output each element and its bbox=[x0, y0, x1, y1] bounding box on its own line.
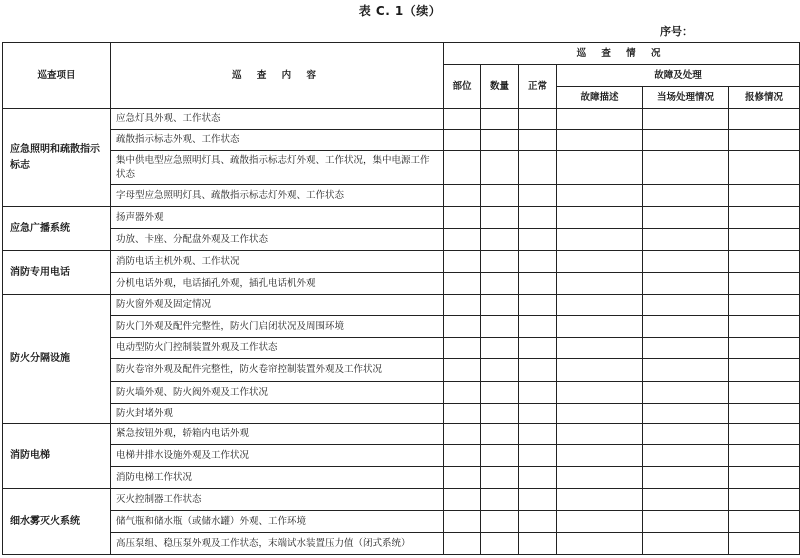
quantity-cell[interactable] bbox=[481, 489, 519, 511]
fault-desc-cell[interactable] bbox=[557, 229, 643, 251]
repair-cell[interactable] bbox=[729, 424, 800, 445]
fault-desc-cell[interactable] bbox=[557, 404, 643, 424]
repair-cell[interactable] bbox=[729, 316, 800, 338]
normal-cell[interactable] bbox=[519, 229, 557, 251]
header-fault-desc: 故障描述 bbox=[557, 87, 643, 109]
onsite-cell[interactable] bbox=[643, 151, 729, 185]
location-cell[interactable] bbox=[444, 489, 481, 511]
normal-cell[interactable] bbox=[519, 533, 557, 555]
table-row bbox=[3, 445, 800, 467]
repair-cell[interactable] bbox=[729, 467, 800, 489]
quantity-cell[interactable] bbox=[481, 467, 519, 489]
onsite-cell[interactable] bbox=[643, 404, 729, 424]
table-row bbox=[3, 316, 800, 338]
onsite-cell[interactable] bbox=[643, 424, 729, 445]
project-cell: 应急照明和疏散指示标志 bbox=[3, 109, 111, 207]
fault-desc-cell[interactable] bbox=[557, 273, 643, 295]
onsite-cell[interactable] bbox=[643, 359, 729, 382]
fault-desc-cell[interactable] bbox=[557, 511, 643, 533]
project-cell: 消防专用电话 bbox=[3, 251, 111, 295]
quantity-cell[interactable] bbox=[481, 109, 519, 130]
header-fault-handling: 故障及处理 bbox=[557, 65, 800, 87]
table-row bbox=[3, 295, 800, 316]
inspection-item-cell: 电动型防火门控制装置外观及工作状态 bbox=[111, 338, 444, 359]
table-row bbox=[3, 109, 800, 130]
header-repair: 报修情况 bbox=[729, 87, 800, 109]
normal-cell[interactable] bbox=[519, 359, 557, 382]
repair-cell[interactable] bbox=[729, 109, 800, 130]
inspection-item-cell: 疏散指示标志外观、工作状态 bbox=[111, 130, 444, 151]
normal-cell[interactable] bbox=[519, 273, 557, 295]
header-situation: 巡 查 情 况 bbox=[444, 43, 800, 65]
repair-cell[interactable] bbox=[729, 511, 800, 533]
repair-cell[interactable] bbox=[729, 295, 800, 316]
normal-cell[interactable] bbox=[519, 467, 557, 489]
project-cell: 应急广播系统 bbox=[3, 207, 111, 251]
repair-cell[interactable] bbox=[729, 359, 800, 382]
onsite-cell[interactable] bbox=[643, 273, 729, 295]
inspection-item-cell: 消防电梯工作状况 bbox=[111, 467, 444, 489]
onsite-cell[interactable] bbox=[643, 338, 729, 359]
location-cell[interactable] bbox=[444, 130, 481, 151]
repair-cell[interactable] bbox=[729, 185, 800, 207]
quantity-cell[interactable] bbox=[481, 207, 519, 229]
quantity-cell[interactable] bbox=[481, 424, 519, 445]
fault-desc-cell[interactable] bbox=[557, 338, 643, 359]
table-row bbox=[3, 151, 800, 185]
quantity-cell[interactable] bbox=[481, 185, 519, 207]
repair-cell[interactable] bbox=[729, 151, 800, 185]
header-onsite: 当场处理情况 bbox=[643, 87, 729, 109]
repair-cell[interactable] bbox=[729, 445, 800, 467]
normal-cell[interactable] bbox=[519, 295, 557, 316]
fault-desc-cell[interactable] bbox=[557, 489, 643, 511]
inspection-item-cell: 字母型应急照明灯具、疏散指示标志灯外观、工作状态 bbox=[111, 185, 444, 207]
onsite-cell[interactable] bbox=[643, 185, 729, 207]
onsite-cell[interactable] bbox=[643, 533, 729, 555]
table-row bbox=[3, 338, 800, 359]
fault-desc-cell[interactable] bbox=[557, 316, 643, 338]
fault-desc-cell[interactable] bbox=[557, 467, 643, 489]
inspection-item-cell: 防火封堵外观 bbox=[111, 404, 444, 424]
location-cell[interactable] bbox=[444, 511, 481, 533]
inspection-item-cell: 功放、卡座、分配盘外观及工作状态 bbox=[111, 229, 444, 251]
header-location: 部位 bbox=[444, 65, 481, 109]
inspection-item-cell: 消防电话主机外观、工作状况 bbox=[111, 251, 444, 273]
inspection-item-cell: 灭火控制器工作状态 bbox=[111, 489, 444, 511]
serial-number-label: 序号： bbox=[660, 25, 693, 38]
onsite-cell[interactable] bbox=[643, 207, 729, 229]
fault-desc-cell[interactable] bbox=[557, 109, 643, 130]
normal-cell[interactable] bbox=[519, 424, 557, 445]
table-row bbox=[3, 489, 800, 511]
table-row bbox=[3, 273, 800, 295]
inspection-item-cell: 分机电话外观，电话插孔外观，插孔电话机外观 bbox=[111, 273, 444, 295]
onsite-cell[interactable] bbox=[643, 489, 729, 511]
table-row bbox=[3, 511, 800, 533]
onsite-cell[interactable] bbox=[643, 109, 729, 130]
repair-cell[interactable] bbox=[729, 533, 800, 555]
quantity-cell[interactable] bbox=[481, 404, 519, 424]
quantity-cell[interactable] bbox=[481, 445, 519, 467]
normal-cell[interactable] bbox=[519, 404, 557, 424]
location-cell[interactable] bbox=[444, 316, 481, 338]
inspection-item-cell: 防火窗外观及固定情况 bbox=[111, 295, 444, 316]
table-row bbox=[3, 251, 800, 273]
header-project: 巡查项目 bbox=[3, 43, 111, 109]
quantity-cell[interactable] bbox=[481, 316, 519, 338]
fault-desc-cell[interactable] bbox=[557, 295, 643, 316]
fault-desc-cell[interactable] bbox=[557, 382, 643, 404]
location-cell[interactable] bbox=[444, 382, 481, 404]
location-cell[interactable] bbox=[444, 533, 481, 555]
project-cell: 细水雾灭火系统 bbox=[3, 489, 111, 555]
inspection-item-cell: 防火卷帘外观及配件完整性，防火卷帘控制装置外观及工作状况 bbox=[111, 359, 444, 382]
project-cell: 防火分隔设施 bbox=[3, 295, 111, 424]
table-row bbox=[3, 382, 800, 404]
normal-cell[interactable] bbox=[519, 445, 557, 467]
normal-cell[interactable] bbox=[519, 185, 557, 207]
fault-desc-cell[interactable] bbox=[557, 533, 643, 555]
table-row bbox=[3, 533, 800, 555]
inspection-table bbox=[2, 42, 800, 555]
location-cell[interactable] bbox=[444, 251, 481, 273]
fault-desc-cell[interactable] bbox=[557, 445, 643, 467]
normal-cell[interactable] bbox=[519, 489, 557, 511]
fault-desc-cell[interactable] bbox=[557, 359, 643, 382]
fault-desc-cell[interactable] bbox=[557, 251, 643, 273]
table-row bbox=[3, 229, 800, 251]
onsite-cell[interactable] bbox=[643, 467, 729, 489]
repair-cell[interactable] bbox=[729, 382, 800, 404]
normal-cell[interactable] bbox=[519, 511, 557, 533]
location-cell[interactable] bbox=[444, 338, 481, 359]
onsite-cell[interactable] bbox=[643, 316, 729, 338]
repair-cell[interactable] bbox=[729, 273, 800, 295]
table-row bbox=[3, 359, 800, 382]
quantity-cell[interactable] bbox=[481, 229, 519, 251]
location-cell[interactable] bbox=[444, 109, 481, 130]
onsite-cell[interactable] bbox=[643, 295, 729, 316]
repair-cell[interactable] bbox=[729, 404, 800, 424]
onsite-cell[interactable] bbox=[643, 251, 729, 273]
table-row bbox=[3, 467, 800, 489]
table-title: 表 C. 1（续） bbox=[358, 4, 442, 18]
location-cell[interactable] bbox=[444, 467, 481, 489]
inspection-item-cell: 防火门外观及配件完整性，防火门启闭状况及周围环境 bbox=[111, 316, 444, 338]
location-cell[interactable] bbox=[444, 445, 481, 467]
repair-cell[interactable] bbox=[729, 130, 800, 151]
normal-cell[interactable] bbox=[519, 151, 557, 185]
table-row bbox=[3, 185, 800, 207]
quantity-cell[interactable] bbox=[481, 533, 519, 555]
onsite-cell[interactable] bbox=[643, 382, 729, 404]
onsite-cell[interactable] bbox=[643, 511, 729, 533]
repair-cell[interactable] bbox=[729, 207, 800, 229]
project-cell: 消防电梯 bbox=[3, 424, 111, 489]
location-cell[interactable] bbox=[444, 185, 481, 207]
location-cell[interactable] bbox=[444, 151, 481, 185]
normal-cell[interactable] bbox=[519, 338, 557, 359]
inspection-item-cell: 紧急按钮外观，轿箱内电话外观 bbox=[111, 424, 444, 445]
onsite-cell[interactable] bbox=[643, 130, 729, 151]
table-row bbox=[3, 424, 800, 445]
header-quantity: 数量 bbox=[481, 65, 519, 109]
normal-cell[interactable] bbox=[519, 130, 557, 151]
location-cell[interactable] bbox=[444, 229, 481, 251]
inspection-item-cell: 防火墙外观、防火阀外观及工作状况 bbox=[111, 382, 444, 404]
table-row bbox=[3, 404, 800, 424]
quantity-cell[interactable] bbox=[481, 338, 519, 359]
header-normal: 正常 bbox=[519, 65, 557, 109]
repair-cell[interactable] bbox=[729, 251, 800, 273]
repair-cell[interactable] bbox=[729, 338, 800, 359]
fault-desc-cell[interactable] bbox=[557, 151, 643, 185]
quantity-cell[interactable] bbox=[481, 251, 519, 273]
onsite-cell[interactable] bbox=[643, 229, 729, 251]
onsite-cell[interactable] bbox=[643, 445, 729, 467]
table-row bbox=[3, 130, 800, 151]
normal-cell[interactable] bbox=[519, 316, 557, 338]
location-cell[interactable] bbox=[444, 404, 481, 424]
location-cell[interactable] bbox=[444, 207, 481, 229]
repair-cell[interactable] bbox=[729, 229, 800, 251]
quantity-cell[interactable] bbox=[481, 151, 519, 185]
normal-cell[interactable] bbox=[519, 109, 557, 130]
location-cell[interactable] bbox=[444, 424, 481, 445]
inspection-item-cell: 储气瓶和储水瓶（或储水罐）外观、工作环境 bbox=[111, 511, 444, 533]
fault-desc-cell[interactable] bbox=[557, 424, 643, 445]
quantity-cell[interactable] bbox=[481, 511, 519, 533]
inspection-item-cell: 电梯井排水设施外观及工作状况 bbox=[111, 445, 444, 467]
normal-cell[interactable] bbox=[519, 382, 557, 404]
table-row bbox=[3, 207, 800, 229]
inspection-item-cell: 集中供电型应急照明灯具、疏散指示标志灯外观、工作状况，集中电源工作状态 bbox=[111, 151, 444, 185]
quantity-cell[interactable] bbox=[481, 295, 519, 316]
quantity-cell[interactable] bbox=[481, 359, 519, 382]
quantity-cell[interactable] bbox=[481, 382, 519, 404]
normal-cell[interactable] bbox=[519, 207, 557, 229]
repair-cell[interactable] bbox=[729, 489, 800, 511]
location-cell[interactable] bbox=[444, 295, 481, 316]
location-cell[interactable] bbox=[444, 273, 481, 295]
quantity-cell[interactable] bbox=[481, 273, 519, 295]
quantity-cell[interactable] bbox=[481, 130, 519, 151]
fault-desc-cell[interactable] bbox=[557, 130, 643, 151]
normal-cell[interactable] bbox=[519, 251, 557, 273]
header-content: 巡 查 内 容 bbox=[111, 43, 444, 109]
inspection-item-cell: 高压泵组、稳压泵外观及工作状态，末端试水装置压力值（闭式系统） bbox=[111, 533, 444, 555]
inspection-item-cell: 应急灯具外观、工作状态 bbox=[111, 109, 444, 130]
fault-desc-cell[interactable] bbox=[557, 185, 643, 207]
location-cell[interactable] bbox=[444, 359, 481, 382]
fault-desc-cell[interactable] bbox=[557, 207, 643, 229]
inspection-item-cell: 扬声器外观 bbox=[111, 207, 444, 229]
